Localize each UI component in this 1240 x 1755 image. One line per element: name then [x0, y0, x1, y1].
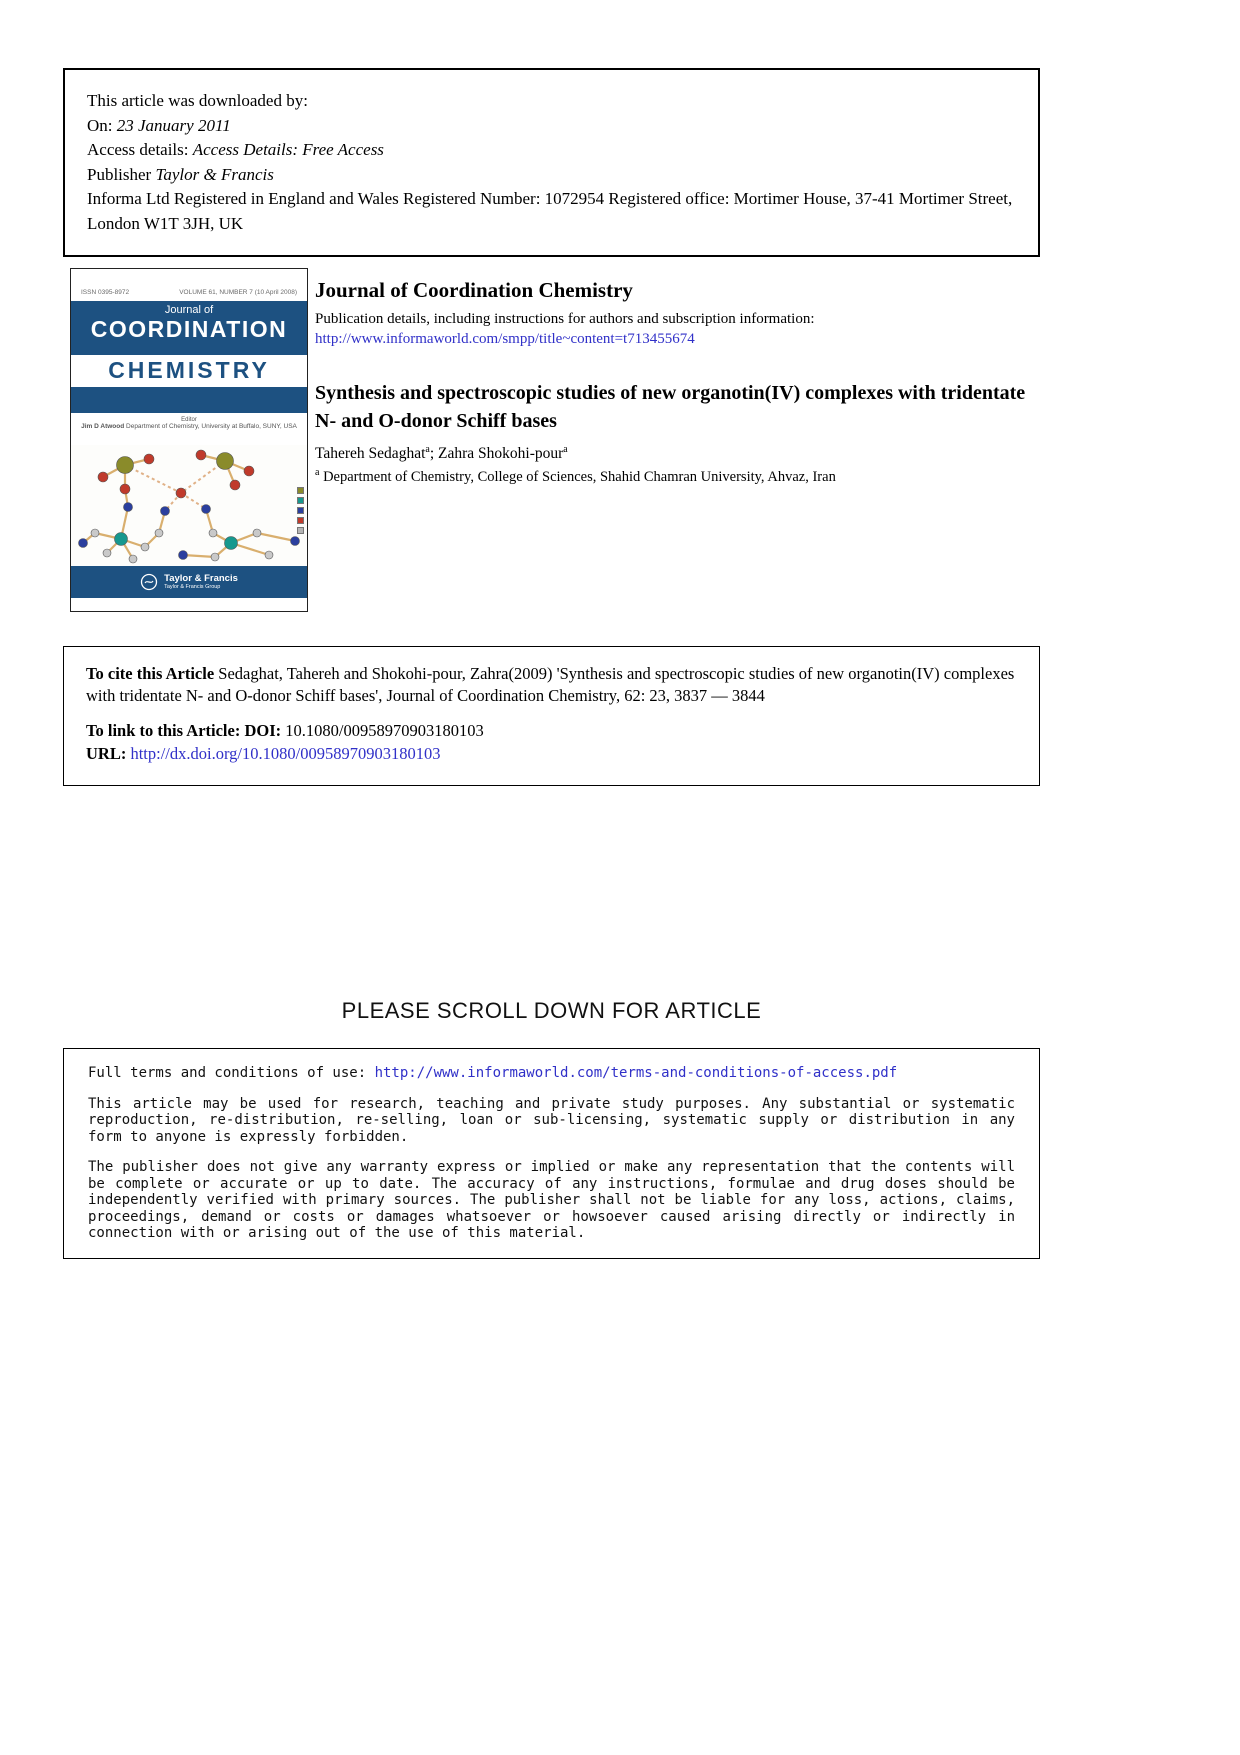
- downloaded-by-text: This article was downloaded by:: [87, 91, 308, 110]
- article-affiliation: [315, 467, 1042, 486]
- terms-paragraph-2: The publisher does not give any warranty express or implied or make any representation that the contents will be complete or accurate or up to date. The accuracy of any instructions, formulae and drug doses should be independently verified with primary sources. The publisher shall not be liable for any loss, actions, claims, proceedings, demand or costs or damages whatsoever or howsoever caused arising directly or indirectly in connection with or arising out of the use of this material.: [88, 1159, 1015, 1241]
- download-info-box: [63, 68, 1040, 257]
- cite-line: [86, 663, 1017, 707]
- cover-editor-name: Jim D Atwood: [81, 423, 125, 430]
- full-terms-label: Full terms and conditions of use:: [88, 1065, 375, 1081]
- doi-value: 10.1080/00958970903180103: [285, 721, 484, 740]
- article-url-line: [86, 743, 1017, 765]
- publisher-line: [87, 163, 1016, 188]
- article-title: Synthesis and spectroscopic studies of new organotin(IV) complexes with tridentate N- and O-donor Schiff bases: [315, 382, 1026, 432]
- access-label: Access details:: [87, 140, 193, 159]
- on-label: On:: [87, 115, 117, 135]
- doi-line: [86, 720, 1017, 742]
- author-1: Tahereh Sedaghat: [315, 445, 426, 463]
- informa-registration-line: [87, 187, 1016, 236]
- publication-details-text: Publication details, including instructions for authors and subscription information:: [315, 311, 815, 327]
- taylor-francis-logo-text: [164, 574, 238, 591]
- doi-label: To link to this Article: DOI:: [86, 721, 286, 740]
- author-2-marker: a: [563, 444, 568, 455]
- legend-swatch-teal: [297, 497, 304, 504]
- cover-editor-affil: Department of Chemistry, University at Buffalo, SUNY, USA: [124, 423, 297, 430]
- informa-text: Informa Ltd Registered in England and Wales Registered Number: 1072954 Registered office: Mortimer House, 37-41 Mortimer Street, London W1T 3JH, UK: [87, 189, 1013, 233]
- scroll-down-notice: PLEASE SCROLL DOWN FOR ARTICLE: [341, 998, 762, 1023]
- journal-title: Journal of Coordination Chemistry: [315, 278, 633, 302]
- terms-and-conditions-box: [63, 1048, 1040, 1259]
- downloaded-by-line: [87, 89, 1016, 114]
- terms-pdf-link[interactable]: http://www.informaworld.com/terms-and-conditions-of-access.pdf: [374, 1065, 898, 1081]
- url-label: URL:: [86, 744, 131, 763]
- cite-label: To cite this Article: [86, 664, 219, 683]
- affiliation-marker: a: [315, 467, 320, 479]
- access-value: Access Details: Free Access: [192, 140, 384, 159]
- cover-editor-line: [71, 423, 307, 430]
- cover-masthead-chemistry: CHEMISTRY: [71, 355, 307, 387]
- cover-masthead-coordination: COORDINATION: [90, 316, 288, 342]
- article-authors: [315, 444, 1042, 463]
- cite-text: Sedaghat, Tahereh and Shokohi-pour, Zahra(2009) 'Synthesis and spectroscopic studies of new organotin(IV) complexes with tridentate N- and O-donor Schiff bases', Journal of Coordination Chemistry, 62: 23, 3837 — 3844: [86, 664, 1015, 705]
- legend-swatch-gray: [297, 527, 304, 534]
- atom-color-legend: [297, 487, 304, 534]
- cover-blue-strip: [71, 387, 307, 413]
- cover-masthead: [71, 301, 307, 355]
- cover-editor-label: Editor: [181, 417, 197, 423]
- taylor-francis-logo-icon: [140, 573, 158, 591]
- author-1-marker: a: [425, 444, 430, 455]
- journal-cover-thumbnail: [70, 268, 308, 612]
- download-date-line: [87, 114, 1016, 139]
- cover-issn-row: [71, 269, 307, 301]
- cover-volume-info: VOLUME 61, NUMBER 7 (10 April 2008): [179, 289, 297, 296]
- logo-sub-text: Taylor & Francis Group: [164, 583, 221, 590]
- access-details-line: [87, 138, 1016, 163]
- cover-masthead-journal-of: Journal of: [164, 304, 214, 316]
- article-doi-link[interactable]: http://dx.doi.org/10.1080/00958970903180103: [130, 744, 441, 763]
- full-terms-line: [88, 1065, 1015, 1082]
- cover-publisher-band: [71, 566, 307, 598]
- cover-bottom-strip: [71, 598, 307, 611]
- legend-swatch-blue: [297, 507, 304, 514]
- cover-molecule-area: [71, 445, 307, 566]
- legend-swatch-red: [297, 517, 304, 524]
- on-value: 23 January 2011: [116, 115, 231, 135]
- cover-issn: ISSN 0395-8972: [81, 289, 130, 296]
- author-2: Zahra Shokohi-pour: [438, 445, 564, 463]
- author-separator: ;: [429, 445, 439, 463]
- cover-editor-row: [71, 413, 307, 445]
- journal-header-column: [315, 278, 1042, 486]
- journal-url-link[interactable]: http://www.informaworld.com/smpp/title~content=t713455674: [315, 331, 695, 347]
- affiliation-text: Department of Chemistry, College of Sciences, Shahid Chamran University, Ahvaz, Iran: [319, 468, 836, 485]
- terms-paragraph-1: This article may be used for research, teaching and private study purposes. Any substantial or systematic reproduction, re-distribution, re-selling, loan or sub-licensing, systematic supply or distribution in any form to anyone is expressly forbidden.: [88, 1095, 1015, 1145]
- citation-box: [63, 646, 1040, 786]
- publisher-value: Taylor & Francis: [155, 164, 274, 184]
- legend-swatch-olive: [297, 487, 304, 494]
- logo-main-text: Taylor & Francis: [164, 572, 238, 584]
- molecular-structure-image: [73, 445, 303, 565]
- publisher-label: Publisher: [87, 164, 156, 184]
